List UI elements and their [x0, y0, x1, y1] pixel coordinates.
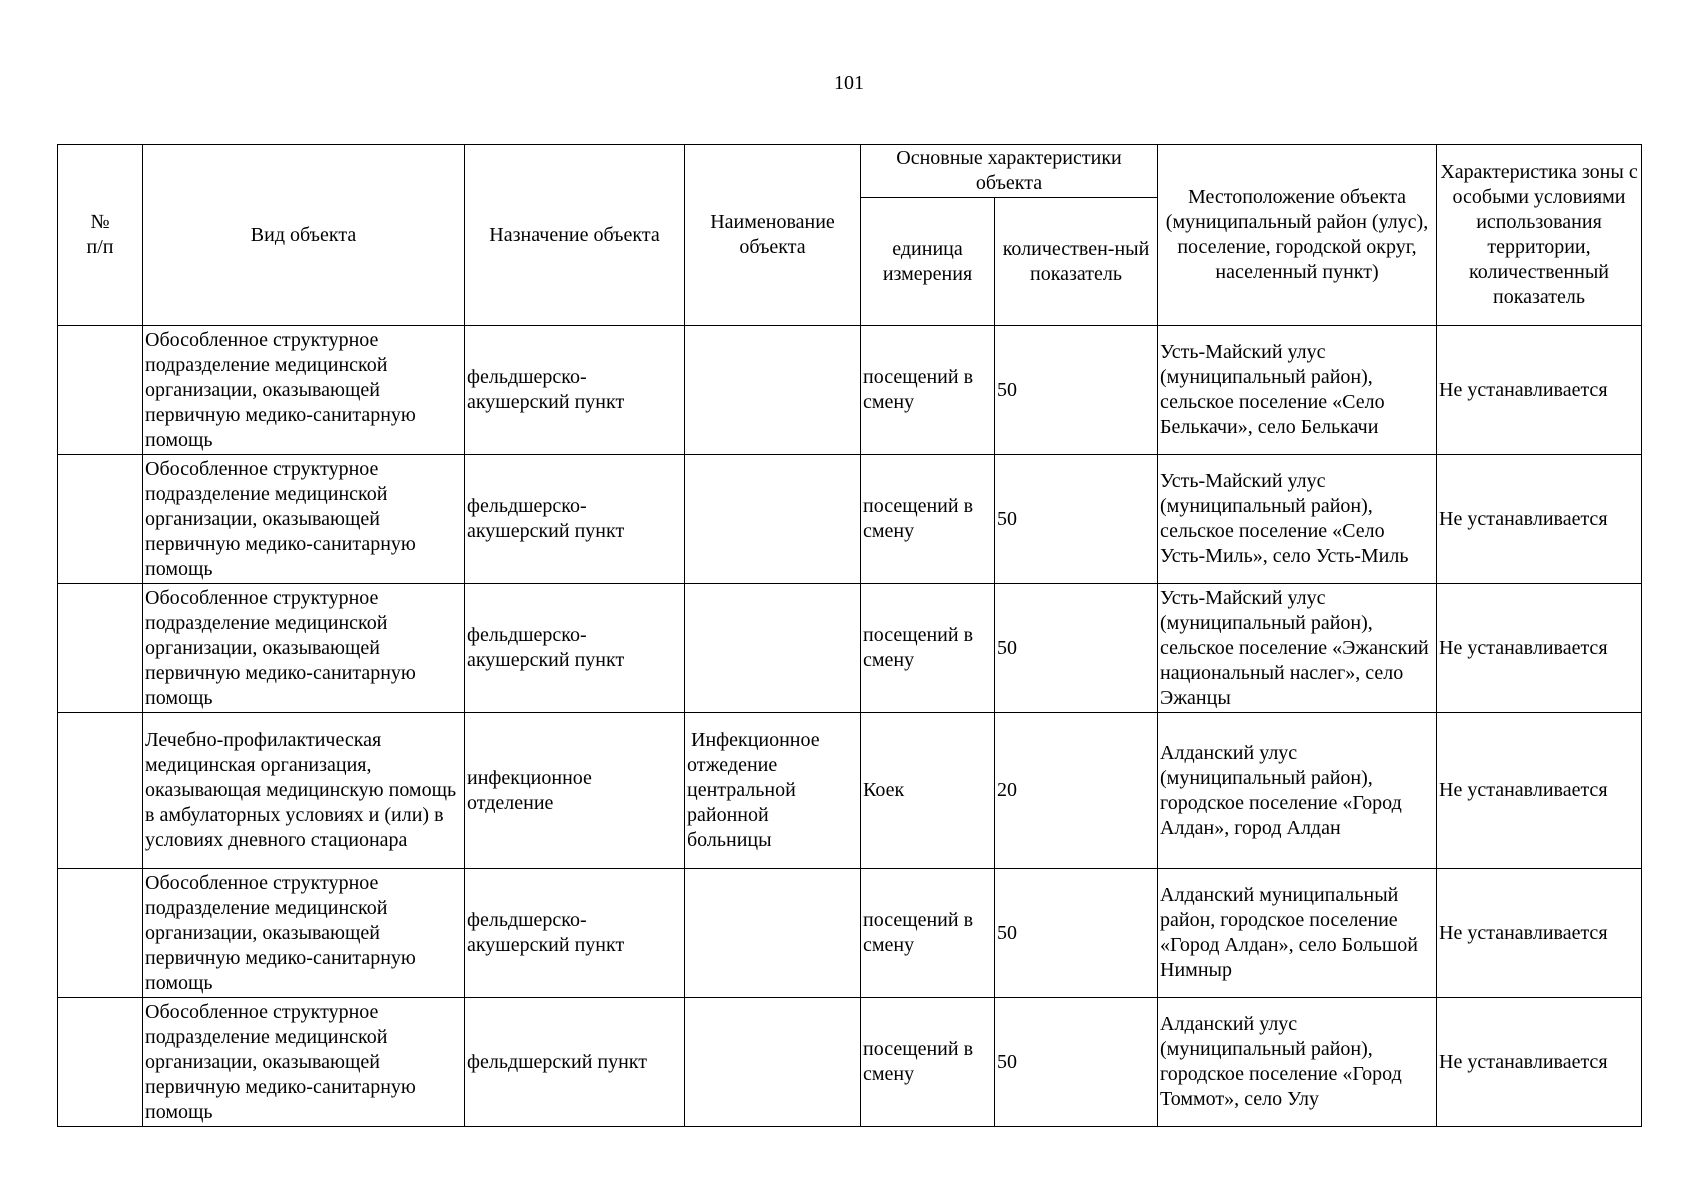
- header-quantity: количествен-ный показатель: [995, 198, 1158, 326]
- cell-quantity: 50: [995, 584, 1158, 713]
- header-num-text: № п/п: [86, 211, 114, 258]
- cell-unit: посещений в смену: [861, 584, 995, 713]
- cell-kind: Обособленное структурное подразделение медицинской организации, оказывающей первичную медико-санитарную помощь: [143, 584, 465, 713]
- cell-zone: Не устанавливается: [1437, 998, 1642, 1127]
- cell-unit: посещений в смену: [861, 326, 995, 455]
- cell-zone: Не устанавливается: [1437, 713, 1642, 869]
- table-row: [58, 326, 1642, 455]
- header-zone: Характеристика зоны с особыми условиями использования территории, количественный показатель: [1437, 145, 1642, 326]
- cell-quantity: 50: [995, 455, 1158, 584]
- cell-quantity: 20: [995, 713, 1158, 869]
- cell-location: Алданский улус (муниципальный район), городское поселение «Город Томмот», село Улу: [1158, 998, 1437, 1127]
- cell-kind: Обособленное структурное подразделение медицинской организации, оказывающей первичную медико-санитарную помощь: [143, 455, 465, 584]
- cell-location: Алданский муниципальный район, городское поселение «Город Алдан», село Большой Нимныр: [1158, 869, 1437, 998]
- objects-table: [57, 144, 1642, 1127]
- cell-location: Усть-Майский улус (муниципальный район), сельское поселение «Село Усть-Миль», село Усть-Миль: [1158, 455, 1437, 584]
- cell-quantity: 50: [995, 326, 1158, 455]
- table-row: [58, 998, 1642, 1127]
- cell-num: [58, 998, 143, 1127]
- page-number: 101: [834, 72, 864, 94]
- header-unit: единица измерения: [861, 198, 995, 326]
- cell-kind: Обособленное структурное подразделение медицинской организации, оказывающей первичную медико-санитарную помощь: [143, 998, 465, 1127]
- table-row: [58, 869, 1642, 998]
- cell-location: Алданский улус (муниципальный район), городское поселение «Город Алдан», город Алдан: [1158, 713, 1437, 869]
- cell-name: [685, 326, 861, 455]
- table-row: [58, 713, 1642, 869]
- cell-purpose: фельдшерско-акушерский пункт: [465, 455, 685, 584]
- cell-purpose: фельдшерский пункт: [465, 998, 685, 1127]
- table-row: [58, 584, 1642, 713]
- cell-name: [685, 584, 861, 713]
- cell-location: Усть-Майский улус (муниципальный район), сельское поселение «Эжанский национальный наслег», село Эжанцы: [1158, 584, 1437, 713]
- header-main-characteristics: Основные характеристики объекта: [861, 145, 1158, 198]
- cell-name: [685, 869, 861, 998]
- cell-num: [58, 713, 143, 869]
- header-name: Наименование объекта: [685, 145, 861, 326]
- cell-num: [58, 326, 143, 455]
- cell-purpose: фельдшерско-акушерский пункт: [465, 326, 685, 455]
- cell-unit: посещений в смену: [861, 998, 995, 1127]
- cell-purpose: инфекционное отделение: [465, 713, 685, 869]
- cell-num: [58, 584, 143, 713]
- cell-purpose: фельдшерско-акушерский пункт: [465, 869, 685, 998]
- cell-location: Усть-Майский улус (муниципальный район), сельское поселение «Село Белькачи», село Белькачи: [1158, 326, 1437, 455]
- header-num: [58, 145, 143, 326]
- table-row: [58, 455, 1642, 584]
- table-body: [58, 326, 1642, 1127]
- cell-unit: посещений в смену: [861, 869, 995, 998]
- cell-name: [685, 713, 861, 869]
- cell-num: [58, 869, 143, 998]
- cell-num: [58, 455, 143, 584]
- cell-quantity: 50: [995, 998, 1158, 1127]
- cell-zone: Не устанавливается: [1437, 869, 1642, 998]
- cell-unit: Коек: [861, 713, 995, 869]
- header-location: Местоположение объекта (муниципальный район (улус), поселение, городской округ, населенный пункт): [1158, 145, 1437, 326]
- cell-kind: Обособленное структурное подразделение медицинской организации, оказывающей первичную медико-санитарную помощь: [143, 869, 465, 998]
- cell-name-text: Инфекционное отжедение центральной районной больницы: [687, 729, 820, 851]
- header-purpose: Назначение объекта: [465, 145, 685, 326]
- cell-unit: посещений в смену: [861, 455, 995, 584]
- cell-zone: Не устанавливается: [1437, 326, 1642, 455]
- cell-kind: Лечебно-профилактическая медицинская организация, оказывающая медицинскую помощь в амбулаторных условиях и (или) в условиях дневного стационара: [143, 713, 465, 869]
- cell-quantity: 50: [995, 869, 1158, 998]
- cell-zone: Не устанавливается: [1437, 584, 1642, 713]
- cell-name: [685, 998, 861, 1127]
- cell-zone: Не устанавливается: [1437, 455, 1642, 584]
- cell-purpose: фельдшерско-акушерский пункт: [465, 584, 685, 713]
- cell-kind: Обособленное структурное подразделение медицинской организации, оказывающей первичную медико-санитарную помощь: [143, 326, 465, 455]
- header-kind: Вид объекта: [143, 145, 465, 326]
- cell-name: [685, 455, 861, 584]
- table-header: [58, 145, 1642, 326]
